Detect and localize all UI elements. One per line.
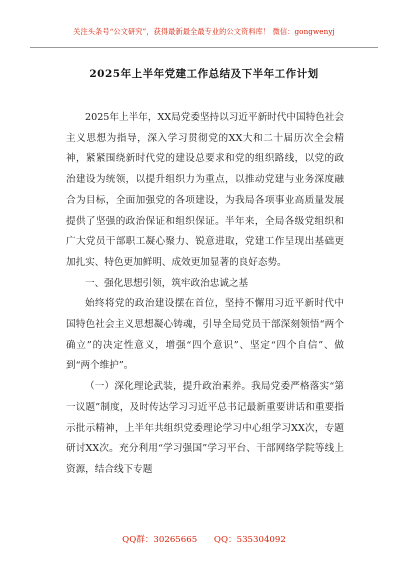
header-banner: 关注头条号“公文研究”，获得最新最全最专业的公文资料库！ 微信：gongwenyj xyxy=(73,27,335,36)
document-body xyxy=(66,108,344,481)
header-divider xyxy=(30,47,378,48)
footer-qq: QQ：535304092 xyxy=(213,535,286,545)
footer-contact xyxy=(0,533,408,545)
section-heading-1: 一、强化思想引领，筑牢政治忠诚之基 xyxy=(85,277,249,289)
subsection-1-paragraph: （一）深化理论武装，提升政治素养。我局党委严格落实“第一议题”制度，及时传达学习习近平总书记最新重要讲话和重要指示批示精神，上半年共组织党委理论学习中心组学习XX次，专题研讨XX次。充分利用“学习强国”学习平台、干部网络学院等线上资源，结合线下专题 xyxy=(66,381,344,475)
footer-qq-group: QQ群：30265665 xyxy=(122,535,198,545)
intro-paragraph: 2025年上半年，XX局党委坚持以习近平新时代中国特色社会主义思想为指导，深入学习贯彻党的XX大和二十届历次全会精神，紧紧围绕新时代党的建设总要求和党的组织路线，以党的政治建设为统领，以提升组织力为重点，以推动党建与业务深度融合为目标，全面加强党的各项建设，为我局各项事业高质量发展提供了坚强的政治保证和组织保证。半年来，全局各级党组织和广大党员干部职工凝心聚力、锐意进取，党建工作呈现出基础更加扎实、特色更加鲜明、成效更加显著的良好态势。 xyxy=(66,112,344,268)
section-1-paragraph: 始终将党的政治建设摆在首位，坚持不懈用习近平新时代中国特色社会主义思想凝心铸魂，引导全局党员干部深刻领悟“两个确立”的决定性意义，增强“四个意识”、坚定“四个自信”、做到“两个维护”。 xyxy=(66,298,344,372)
document-title: 2025年上半年党建工作总结及下半年工作计划 xyxy=(89,68,319,80)
